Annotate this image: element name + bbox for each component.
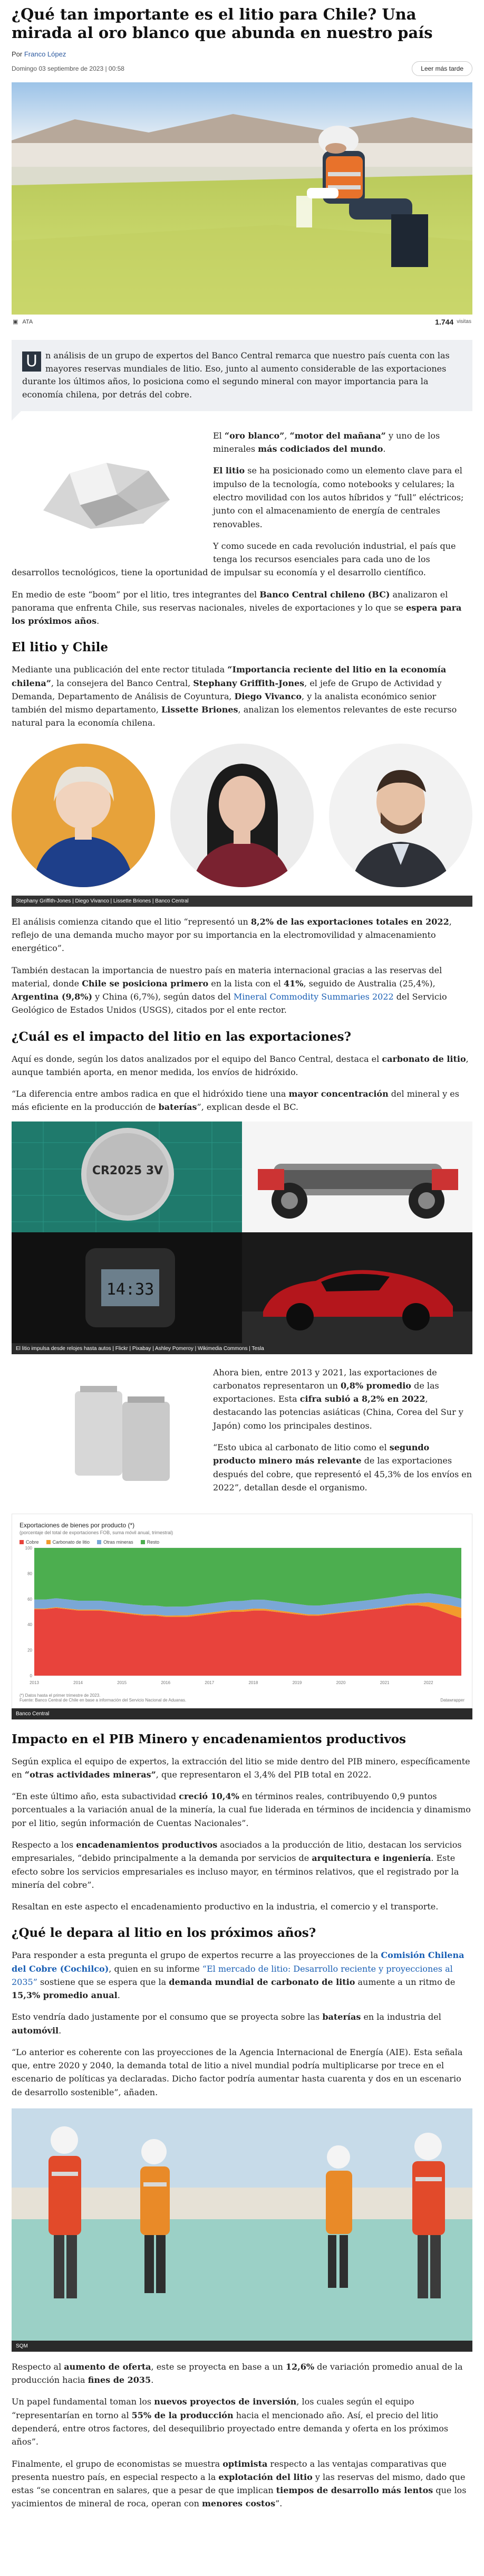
y-tick-label: 40 (27, 1622, 32, 1627)
chart-subtitle: (porcentaje del total de exportaciones FOB, suma móvil anual, trimestral) (20, 1529, 173, 1535)
p2-a: se ha posicionado como un elemento clave para el impulso de la tecnología, como notebooks y celulares; la electro movilidad con los autos híbridos y “full” eléctricos; junto con el almacenamiento de energía de centrales renovables. (213, 465, 464, 529)
x-tick-label: 2020 (336, 1680, 346, 1685)
p6-b1: 8,2% de las exportaciones totales en 2022 (250, 916, 449, 927)
chart-title: Exportaciones de bienes por producto (*) (20, 1521, 135, 1529)
y-tick-label: 0 (30, 1673, 32, 1678)
p11-b1: “otras actividades mineras” (24, 1769, 156, 1780)
p19-b: , los cuales según el equipo “representarían en torno al (12, 2397, 414, 2420)
chart-plot (20, 1545, 464, 1687)
p12-b: en términos reales, contribuyendo 0,9 puntos porcentuales a la variación anual de la minería, la cual fue liderada en términos de incidencia y dinamismo por el litio, según información de Cuentas Nacionales”. (12, 1791, 471, 1828)
paragraph-12 (12, 1790, 472, 1830)
p5-b3: Diego Vivanco (234, 691, 302, 701)
portrait-2-illustration (170, 744, 314, 887)
p13-b: asociados a la producción de litio, destacan los servicios empresariales, “debido principalmente a la demanda por servicios de (12, 1839, 462, 1864)
x-tick-label: 2013 (30, 1680, 39, 1685)
p17-a: “Lo anterior es coherente con las proyecciones de la Agencia Internacional de Energía (AIE). Esta señala que, entre 2020 y 2040, la demanda total de litio a nivel mundial podría multiplicarse por trece en el escenario de políticas ya declaradas. Dicho factor podría aumentar hasta cuarenta y dos en un escenario de desarrollo sostenible”, añaden. (12, 2047, 463, 2097)
p15-b: , quien en su informe (109, 1963, 202, 1974)
visit-count-label: visitas (457, 319, 471, 325)
quote1-b: del mineral y es más eficiente en la producción de (12, 1089, 459, 1113)
mosaic-battery (12, 1121, 242, 1232)
p11-a: Según explica el equipo de expertos, la extracción del litio se mide dentro del PIB minero, específicamente en (12, 1756, 470, 1780)
chart-footnote-1: (*) Datos hasta el primer trimestre de 2023. (20, 1693, 101, 1698)
p20-c: y las reservas del mismo, dado que estas “se concentran en salares, que a pesar de que implican (12, 2472, 466, 2496)
section-title-exportaciones: ¿Cuál es el impacto del litio en las exportaciones? (12, 1029, 352, 1044)
p4-a: En medio de este “boom” por el litio, tres integrantes del (12, 589, 260, 600)
battery-cells-image[interactable] (12, 1365, 201, 1497)
p11-b: , que representaron el 3,4% del PIB total en 2022. (156, 1769, 372, 1780)
p10-b1: segundo producto minero más relevante (213, 1442, 430, 1466)
cochilco-report-link[interactable]: “El mercado de litio: Desarrollo reciente y proyecciones al 2035” (12, 1963, 453, 1987)
chart-caption: Banco Central (12, 1708, 472, 1719)
paragraph-11 (12, 1755, 472, 1782)
section-title-litio-chile: El litio y Chile (12, 640, 108, 655)
p2-b1: El litio (213, 465, 245, 476)
p13-b2: arquitectura e ingeniería (312, 1853, 431, 1864)
p5-b4: Lissette Briones (161, 705, 238, 715)
author-link[interactable]: Franco López (24, 50, 66, 58)
p20-b: respecto a las ventajas comparativas que presenta nuestro país, en especial respecto a la (12, 2458, 447, 2482)
p9-a: Ahora bien, entre 2013 y 2021, las exportaciones de carbonatos representaron un (213, 1367, 437, 1391)
paragraph-6 (12, 915, 472, 955)
p6-a: El análisis comienza citando que el litio “representó un (12, 916, 251, 927)
p20-b3: tiempos de desarrollo más lentos (276, 2485, 433, 2496)
paragraph-20 (12, 2457, 472, 2511)
quote-1 (12, 1087, 472, 1114)
p8-b: , aunque también aporta, en menor medida, los envíos de hidróxido. (12, 1053, 469, 1077)
chassis-illustration (242, 1121, 472, 1232)
legend-swatch (97, 1540, 101, 1544)
p14-a: Resaltan en este aspecto el encadenamiento productivo en la industria, el comercio y el transporte. (12, 1902, 439, 1912)
p7-c: , seguido de Australia (25,4%), (303, 978, 435, 988)
p18-d: . (151, 2375, 154, 2385)
usgs-report-link[interactable]: Mineral Commodity Summaries 2022 (233, 992, 394, 1002)
legend-swatch (141, 1540, 145, 1544)
legend-swatch (20, 1540, 24, 1544)
p18-b1: aumento de oferta (64, 2361, 151, 2372)
p19-b2: 55% de la producción (131, 2410, 234, 2420)
dateline (12, 61, 472, 76)
y-tick-label: 80 (27, 1571, 32, 1576)
portrait-briones[interactable] (170, 744, 314, 887)
paragraph-13 (12, 1838, 472, 1891)
p18-b2: 12,6% (285, 2361, 315, 2372)
p5-a: Mediante una publicación del ente rector titulada (12, 664, 228, 675)
cells-illustration (12, 1365, 201, 1497)
paragraph-7 (12, 964, 472, 1017)
mosaic-car-chassis (242, 1121, 472, 1232)
legend-label: Carbonato de litio (52, 1539, 90, 1545)
mosaic-red-car (242, 1232, 472, 1343)
legend-label: Resto (147, 1539, 160, 1545)
p18-b: , este se proyecta en base a un (151, 2361, 286, 2372)
p1-b3: más codiciados del mundo (258, 444, 383, 454)
p13-b1: encadenamientos productivos (76, 1839, 218, 1850)
section-title-pib: Impacto en el PIB Minero y encadenamientos productivos (12, 1732, 406, 1746)
legend-swatch (46, 1540, 51, 1544)
experts-portraits (12, 744, 472, 887)
battery-label: CR2025 3V (92, 1164, 163, 1177)
p10-a: “Esto ubica al carbonato de litio como el (213, 1442, 390, 1452)
p8-b1: carbonato de litio (382, 1053, 466, 1064)
p16-a: Esto vendría dado justamente por el consumo que se proyecta sobre las (12, 2012, 323, 2022)
hero-image[interactable] (12, 82, 472, 315)
legend-item (20, 1539, 39, 1545)
p5-e: , analizan los elementos relevantes de este recurso natural para la economía chilena. (12, 705, 457, 728)
chart-footnote-2: Fuente: Banco Central de Chile en base a información del Servicio Nacional de Aduanas. (20, 1697, 187, 1703)
hero-illustration (12, 82, 472, 315)
lead-dropcap: U (22, 351, 41, 372)
p19-a: Un papel fundamental toman los (12, 2397, 154, 2407)
chart-logo: Datawrapper (440, 1697, 464, 1703)
p9-b: de las exportaciones. Esta (213, 1380, 439, 1404)
p1-c: y uno de los minerales (213, 430, 440, 454)
p7-b3: Argentina (9,8%) (12, 992, 93, 1002)
workers-illustration (12, 2108, 472, 2341)
paragraph-18 (12, 2360, 472, 2387)
battery-illustration (12, 1121, 242, 1232)
p4-b: analizaron el panorama que enfrenta Chile, sus reservas nacionales, niveles de exportaciones y lo que se (12, 589, 448, 613)
p1-b1: “oro blanco” (224, 430, 285, 441)
publish-date: Domingo 03 septiembre de 2023 | 00:58 (12, 64, 124, 72)
visit-count (435, 318, 471, 326)
p1-b2: “motor del mañana” (289, 430, 386, 441)
p20-b4: menores costos (201, 2498, 276, 2509)
p9-b2: cifra subió a 8,2% en 2022 (299, 1394, 425, 1404)
p5-b1: “Importancia reciente del litio en la economía chilena” (12, 664, 447, 688)
p5-c: , el jefe de Grupo de Actividad y Demanda, Departamento de Análisis de Coyuntura, (12, 678, 442, 701)
p16-b2: automóvil (12, 2025, 59, 2036)
p15-e: . (117, 1990, 120, 2001)
p13-a: Respecto a los (12, 1839, 76, 1850)
lithium-mineral-image[interactable] (12, 431, 201, 553)
p5-b: , la consejera del Banco Central, (51, 678, 193, 688)
lead-tail (12, 411, 21, 421)
paragraph-5 (12, 663, 472, 729)
p20-a: Finalmente, el grupo de economistas se muestra (12, 2458, 223, 2469)
y-tick-label: 60 (27, 1596, 32, 1602)
p4-b1: Banco Central chileno (BC) (259, 589, 390, 600)
watch-display: 14:33 (106, 1280, 154, 1299)
exports-chart[interactable] (12, 1514, 472, 1708)
portraits-caption: Stephany Griffith-Jones | Diego Vivanco | Lissette Briones | Banco Central (12, 896, 472, 907)
legend-label: Otras mineras (103, 1539, 133, 1545)
p8-a: Aquí es donde, según los datos analizados por el equipo del Banco Central, destaca el (12, 1053, 382, 1064)
x-tick-label: 2018 (248, 1680, 258, 1685)
legend-label: Cobre (26, 1539, 39, 1545)
sqm-caption: SQM (12, 2341, 472, 2352)
paragraph-15 (12, 1948, 472, 2002)
x-tick-label: 2022 (423, 1680, 433, 1685)
x-tick-label: 2016 (161, 1680, 171, 1685)
quote1-b2: baterías (158, 1102, 197, 1113)
camera-icon: ▣ (13, 319, 18, 326)
visit-count-value: 1.744 (435, 317, 454, 326)
article-title: ¿Qué tan importante es el litio para Chile? Una mirada al oro blanco que abunda en nuestro país (12, 5, 433, 42)
p18-a: Respecto al (12, 2361, 64, 2372)
p1-d: . (383, 444, 386, 454)
area-series-cobre (34, 1605, 461, 1676)
mosaic-watch (12, 1232, 242, 1343)
p12-a: “En este último año, esta subactividad (12, 1791, 179, 1802)
legend-item (46, 1539, 90, 1545)
chart-footer (20, 1693, 464, 1703)
legend-item (141, 1539, 160, 1545)
portrait-3-illustration (329, 744, 472, 887)
watch-illustration (12, 1232, 242, 1343)
p4-b2: espera para los próximos años (12, 602, 462, 626)
p19-b1: nuevos proyectos de inversión (154, 2397, 297, 2407)
p15-d: aumente a un ritmo de (355, 1976, 456, 1987)
paragraph-14 (12, 1900, 472, 1913)
p16-c: . (59, 2025, 62, 2036)
exports-section (12, 1354, 472, 1502)
read-later-button[interactable]: Leer más tarde (412, 61, 472, 76)
x-tick-label: 2021 (380, 1680, 390, 1685)
p19-c: hacia el mencionado año. Así, el precio del litio dependerá, entre otros factores, del desequilibrio proyectado entre demanda y oferta en los próximos años”. (12, 2410, 449, 2447)
p16-b1: baterías (322, 2012, 361, 2022)
p10-b: de las exportaciones después del cobre, que representó el 45,3% de los envíos en 2022”, detallan desde el organismo. (213, 1456, 472, 1493)
quote1-a: “La diferencia entre ambos radica en que el hidróxido tiene una (12, 1089, 289, 1099)
paragraph-4 (12, 588, 472, 628)
quote1-c: ”, explican desde el BC. (197, 1102, 298, 1113)
sqm-workers-image[interactable] (12, 2108, 472, 2341)
p15-a: Para responder a esta pregunta el grupo de expertos recurre a las proyecciones de la (12, 1950, 381, 1961)
p18-c: de variación promedio anual de la producción hacia (12, 2361, 463, 2385)
section-title-futuro: ¿Qué le depara al litio en los próximos años? (12, 1926, 316, 1941)
chart-legend (20, 1539, 464, 1545)
p7-b: en la lista con el (208, 978, 284, 988)
p20-d: que los yacimientos de mineral de roca, operan con (12, 2485, 467, 2509)
p6-b: , reflejo de una demanda mucho mayor por su importancia en la electromovilidad y almacenamiento energético”. (12, 916, 452, 954)
portrait-1-illustration (12, 744, 155, 887)
p7-e: del Servicio Geológico de Estados Unidos (USGS), citados por el ente rector. (12, 992, 447, 1015)
p4-c: . (96, 616, 100, 626)
lithium-illustration (12, 431, 201, 553)
hero-photo-bar (12, 315, 472, 329)
p7-d: y China (6,7%), según datos del (92, 992, 234, 1002)
quote1-b1: mayor concentración (288, 1089, 389, 1099)
p7-a: También destacan la importancia de nuestro país en materia internacional gracias a las reservas del material, donde (12, 965, 442, 988)
hero-credit (13, 318, 33, 325)
lithium-section (12, 421, 472, 579)
byline (12, 50, 472, 58)
p9-c: , destacando las potencias asiáticas (China, Corea del Sur y Japón) como los principales destinos. (213, 1394, 463, 1431)
lithium-uses-mosaic[interactable] (12, 1121, 472, 1343)
p5-b2: Stephany Griffith-Jones (193, 678, 305, 688)
cochilco-link[interactable]: Comisión Chilena del Cobre (Cochilco) (12, 1950, 464, 1974)
p5-d: , y la analista económico senior también del mismo departamento, (12, 691, 437, 715)
paragraph-16 (12, 2010, 472, 2037)
hero-credit-text: ATA (22, 318, 33, 325)
paragraph-8 (12, 1052, 472, 1079)
p3-a: Y como sucede en cada revolución industrial, el país que tenga los recursos esenciales para cada uno de los desarrollos tecnológicos, tiene la oportunidad de impulsar su economía y el desarrollo científico. (12, 540, 456, 578)
p1-a: El (213, 430, 225, 441)
x-tick-label: 2017 (205, 1680, 215, 1685)
p13-c: . Este efecto sobre los servicios empresariales es incluso mayor, en términos relativos, que el registrado por la minería del cobre”. (12, 1853, 459, 1890)
x-tick-label: 2019 (292, 1680, 302, 1685)
p9-b1: 0,8% promedio (341, 1380, 411, 1391)
p16-b: en la industria del (361, 2012, 441, 2022)
p15-b2: 15,3% promedio anual (12, 1990, 118, 2001)
p15-b1: demanda mundial de carbonato de litio (169, 1976, 355, 1987)
car-illustration (242, 1232, 472, 1343)
p20-b2: explotación del litio (218, 2472, 313, 2482)
paragraph-19 (12, 2395, 472, 2448)
p18-b3: fines de 2035 (88, 2375, 151, 2385)
byline-prefix: Por (12, 50, 23, 58)
lead-box (12, 340, 472, 411)
mosaic-caption: El litio impulsa desde relojes hasta autos | Flickr | Pixabay | Ashley Pomeroy | Wikimedia Commons | Tesla (12, 1343, 472, 1354)
y-tick-label: 100 (25, 1545, 32, 1551)
p20-b1: optimista (222, 2458, 268, 2469)
portrait-vivanco[interactable] (329, 744, 472, 887)
x-tick-label: 2015 (117, 1680, 127, 1685)
portrait-griffith-jones[interactable] (12, 744, 155, 887)
paragraph-17 (12, 2046, 472, 2099)
lead-text: n análisis de un grupo de expertos del Banco Central remarca que nuestro país cuenta con las mayores reservas mundiales de litio. Eso, junto al aumento considerable de las exportaciones durante los últimos años, lo posiciona como el segundo mineral con mayor importancia para la economía chilena, por detrás del cobre. (22, 350, 450, 400)
p7-b2: 41% (283, 978, 304, 988)
x-tick-label: 2014 (73, 1680, 83, 1685)
p7-b1: Chile se posiciona primero (82, 978, 209, 988)
p20-e: ”. (275, 2498, 283, 2509)
p12-b1: creció 10,4% (179, 1791, 239, 1802)
p15-c: sostiene que se espera que la (37, 1976, 169, 1987)
y-tick-label: 20 (27, 1648, 32, 1653)
p1-b: , (284, 430, 290, 441)
legend-item (97, 1539, 133, 1545)
